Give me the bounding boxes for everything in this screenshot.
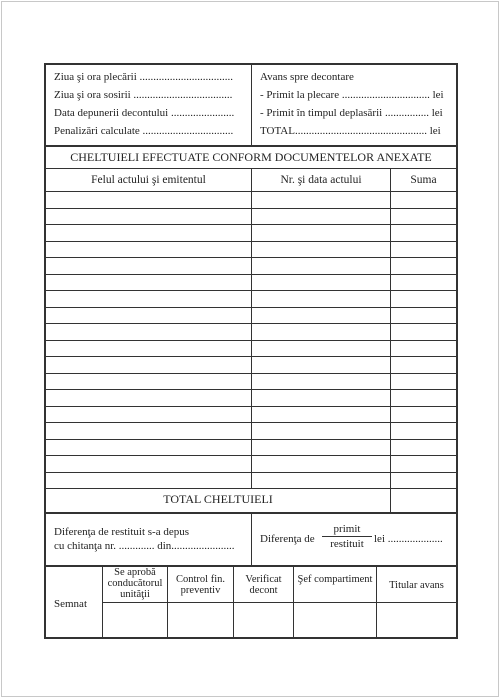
sig-verified: Verificat decont — [245, 574, 282, 596]
decont-form — [44, 63, 458, 639]
difference-right-suffix: lei .................... — [374, 533, 443, 545]
difference-right-prefix: Diferenţa de — [260, 533, 315, 545]
header-right-line-1: Avans spre decontare — [260, 71, 354, 83]
sig-header-bottom — [102, 602, 456, 603]
header-right-line-3: - Primit în timpul deplasării ................ lei — [260, 107, 443, 119]
col-header-act: Felul actului şi emitentul — [91, 174, 206, 186]
col-header-number-date: Nr. şi data actului — [280, 174, 362, 186]
header-left-line-1: Ziua şi ora plecării .................................. — [54, 71, 234, 83]
header-left-line-4: Penalizări calculate ................................. — [54, 125, 234, 137]
difference-fraction — [322, 523, 372, 551]
header-left-line-2: Ziua şi ora sosirii .................................... — [54, 89, 233, 101]
total-top-line — [46, 488, 456, 489]
header-right-line-2: - Primit la plecare ................................ lei — [260, 89, 444, 101]
section-title: CHELTUIELI EFECTUATE CONFORM DOCUMENTELOR ANEXATE — [70, 150, 432, 164]
fraction-numerator: primit — [322, 523, 372, 537]
sig-semnat: Semnat — [54, 598, 87, 610]
fraction-denominator: restituit — [330, 538, 364, 550]
table-divider-1 — [251, 168, 252, 488]
table-divider-2 — [390, 168, 391, 513]
header-divider — [251, 65, 252, 145]
difference-left-line-2: cu chitanţa nr. ............. din....................... — [54, 540, 235, 552]
header-bottom-line — [46, 145, 456, 147]
form-page — [1, 1, 499, 697]
difference-divider — [251, 513, 252, 565]
sig-financial-control: Control fin. preventiv — [176, 574, 225, 596]
difference-left-line-1: Diferenţa de restituit s-a depus — [54, 526, 190, 538]
sig-advance-holder: Titular avans — [389, 580, 444, 591]
header-left-line-3: Data depunerii decontului ....................... — [54, 107, 235, 119]
total-label: TOTAL CHELTUIELI — [163, 492, 273, 506]
sig-department-head: Şef compartiment — [297, 574, 373, 585]
header-right-line-4: TOTAL................................................ lei — [260, 125, 441, 137]
col-header-sum: Suma — [410, 174, 437, 186]
sig-approval: Se aprobă conducătorul unităţii — [107, 567, 163, 600]
